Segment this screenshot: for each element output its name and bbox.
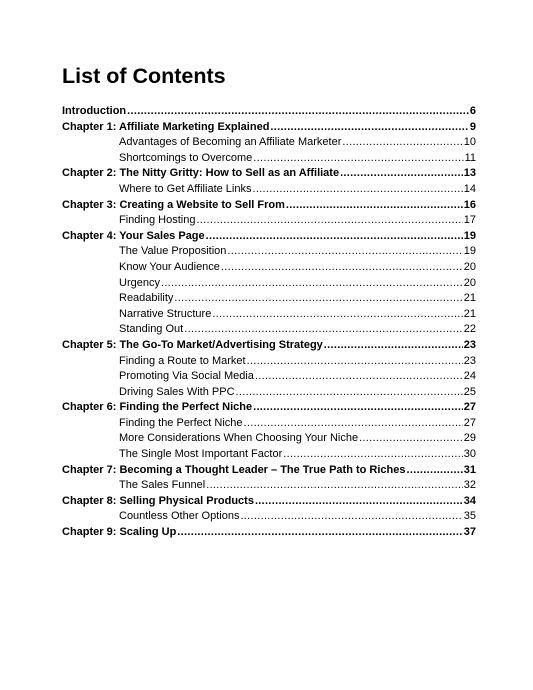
toc-entry-label: Introduction bbox=[62, 105, 127, 117]
toc-entry-label: Where to Get Affiliate Links bbox=[119, 182, 252, 195]
toc-entry-label: Driving Sales With PPC bbox=[119, 385, 235, 398]
toc-section-entry bbox=[62, 431, 476, 447]
toc-entry-label: Narrative Structure bbox=[119, 307, 212, 320]
dot-leader bbox=[324, 338, 463, 354]
toc-page-number: 25 bbox=[463, 385, 476, 398]
dot-leader bbox=[253, 400, 463, 416]
dot-leader bbox=[359, 431, 463, 447]
toc-entry-label: Advantages of Becoming an Affiliate Marketer bbox=[119, 136, 342, 149]
page-title: List of Contents bbox=[62, 64, 226, 88]
dot-leader bbox=[342, 135, 462, 151]
toc-section-entry bbox=[62, 322, 476, 338]
dot-leader bbox=[196, 213, 462, 229]
toc-entry-label: Chapter 8: Selling Physical Products bbox=[62, 494, 254, 507]
toc-section-entry bbox=[62, 385, 476, 401]
toc-page-number: 29 bbox=[463, 432, 476, 445]
toc-section-entry bbox=[62, 276, 476, 292]
toc-section-entry bbox=[62, 509, 476, 525]
toc-page-number: 30 bbox=[463, 448, 476, 461]
dot-leader bbox=[407, 463, 463, 479]
toc-chapter-entry bbox=[62, 494, 476, 510]
toc-page-number: 27 bbox=[463, 416, 476, 429]
table-of-contents bbox=[62, 104, 476, 541]
toc-chapter-entry bbox=[62, 120, 476, 136]
toc-page-number: 20 bbox=[463, 276, 476, 289]
toc-entry-label: The Value Proposition bbox=[119, 245, 227, 258]
dot-leader bbox=[227, 244, 462, 260]
toc-section-entry bbox=[62, 478, 476, 494]
toc-section-entry bbox=[62, 416, 476, 432]
toc-page-number: 21 bbox=[463, 292, 476, 305]
dot-leader bbox=[221, 260, 463, 276]
toc-entry-label: The Single Most Important Factor bbox=[119, 448, 283, 461]
toc-chapter-entry bbox=[62, 229, 476, 245]
toc-page-number: 31 bbox=[463, 463, 476, 476]
dot-leader bbox=[127, 104, 469, 120]
toc-entry-label: Finding a Route to Market bbox=[119, 354, 246, 367]
toc-entry-label: Finding Hosting bbox=[119, 214, 196, 227]
dot-leader bbox=[252, 182, 462, 198]
dot-leader bbox=[240, 509, 462, 525]
toc-entry-label: Readability bbox=[119, 292, 174, 305]
toc-chapter-entry bbox=[62, 198, 476, 214]
toc-page-number: 37 bbox=[463, 526, 476, 539]
toc-page-number: 23 bbox=[463, 338, 476, 351]
toc-page-number: 32 bbox=[463, 479, 476, 492]
toc-page-number: 19 bbox=[463, 229, 476, 242]
toc-entry-label: Chapter 4: Your Sales Page bbox=[62, 229, 205, 242]
toc-entry-label: More Considerations When Choosing Your Niche bbox=[119, 432, 359, 445]
toc-section-entry bbox=[62, 151, 476, 167]
dot-leader bbox=[255, 494, 463, 510]
toc-page-number: 35 bbox=[463, 510, 476, 523]
dot-leader bbox=[174, 291, 462, 307]
dot-leader bbox=[244, 416, 463, 432]
toc-section-entry bbox=[62, 244, 476, 260]
toc-page-number: 9 bbox=[469, 120, 476, 133]
dot-leader bbox=[255, 369, 463, 385]
toc-entry-label: Finding the Perfect Niche bbox=[119, 416, 243, 429]
dot-leader bbox=[236, 385, 463, 401]
toc-page-number: 17 bbox=[463, 214, 476, 227]
toc-page-number: 21 bbox=[463, 307, 476, 320]
toc-entry-label: Promoting Via Social Media bbox=[119, 370, 254, 383]
toc-page-number: 22 bbox=[463, 323, 476, 336]
toc-entry-label: Chapter 1: Affiliate Marketing Explained bbox=[62, 120, 270, 133]
toc-page-number: 6 bbox=[469, 105, 476, 117]
toc-section-entry bbox=[62, 369, 476, 385]
dot-leader bbox=[206, 229, 463, 245]
dot-leader bbox=[270, 120, 468, 136]
toc-page-number: 16 bbox=[463, 198, 476, 211]
toc-chapter-entry bbox=[62, 463, 476, 479]
toc-section-entry bbox=[62, 291, 476, 307]
toc-page-number: 14 bbox=[463, 182, 476, 195]
toc-section-entry bbox=[62, 135, 476, 151]
toc-entry-label: Shortcomings to Overcome bbox=[119, 151, 253, 164]
toc-page-number: 24 bbox=[463, 370, 476, 383]
dot-leader bbox=[283, 447, 463, 463]
toc-entry-label: The Sales Funnel bbox=[119, 479, 206, 492]
toc-page-number: 10 bbox=[463, 136, 476, 149]
toc-chapter-entry bbox=[62, 338, 476, 354]
dot-leader bbox=[184, 322, 463, 338]
toc-page-number: 11 bbox=[464, 151, 476, 164]
toc-section-entry bbox=[62, 213, 476, 229]
dot-leader bbox=[206, 478, 463, 494]
dot-leader bbox=[286, 198, 463, 214]
toc-entry-label: Chapter 2: The Nitty Gritty: How to Sell as an Affiliate bbox=[62, 167, 340, 180]
dot-leader bbox=[161, 276, 463, 292]
toc-page-number: 20 bbox=[463, 260, 476, 273]
toc-section-entry bbox=[62, 354, 476, 370]
toc-section-entry bbox=[62, 182, 476, 198]
toc-section-entry bbox=[62, 307, 476, 323]
dot-leader bbox=[247, 354, 463, 370]
dot-leader bbox=[340, 166, 463, 182]
toc-entry-label: Chapter 3: Creating a Website to Sell From bbox=[62, 198, 285, 211]
toc-entry-label: Countless Other Options bbox=[119, 510, 240, 523]
toc-page-number: 34 bbox=[463, 494, 476, 507]
toc-chapter-entry bbox=[62, 166, 476, 182]
toc-chapter-entry bbox=[62, 104, 476, 120]
dot-leader bbox=[212, 307, 462, 323]
toc-entry-label: Chapter 6: Finding the Perfect Niche bbox=[62, 401, 253, 414]
toc-chapter-entry bbox=[62, 525, 476, 541]
toc-entry-label: Chapter 7: Becoming a Thought Leader – The True Path to Riches bbox=[62, 463, 406, 476]
toc-entry-label: Know Your Audience bbox=[119, 260, 220, 273]
toc-entry-label: Urgency bbox=[119, 276, 160, 289]
toc-entry-label: Chapter 9: Scaling Up bbox=[62, 526, 177, 539]
toc-entry-label: Standing Out bbox=[119, 323, 184, 336]
toc-section-entry bbox=[62, 447, 476, 463]
toc-page-number: 27 bbox=[463, 401, 476, 414]
toc-chapter-entry bbox=[62, 400, 476, 416]
dot-leader bbox=[253, 151, 463, 167]
toc-section-entry bbox=[62, 260, 476, 276]
toc-page-number: 13 bbox=[463, 167, 476, 180]
toc-page-number: 19 bbox=[463, 245, 476, 258]
dot-leader bbox=[177, 525, 462, 541]
toc-entry-label: Chapter 5: The Go-To Market/Advertising Strategy bbox=[62, 338, 323, 351]
toc-page-number: 23 bbox=[463, 354, 476, 367]
